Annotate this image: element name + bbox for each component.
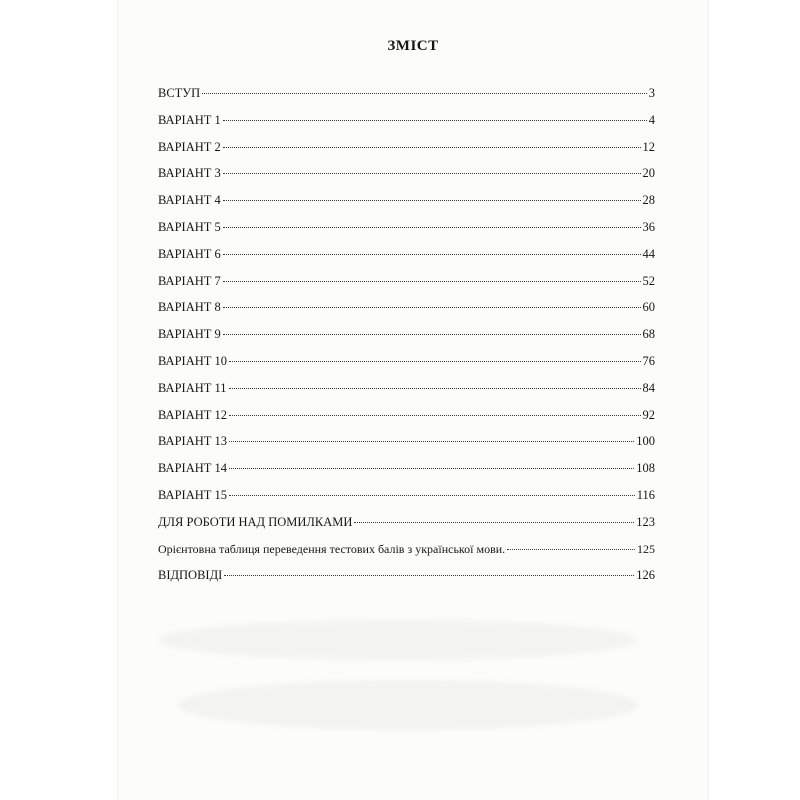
toc-dot-leader (507, 549, 635, 550)
page-title: ЗМІСТ (387, 38, 439, 54)
toc-dot-leader (229, 388, 641, 389)
toc-entry (158, 482, 655, 509)
toc-entry-label: ВАРІАНТ 4 (158, 193, 221, 208)
toc-entry-label: ДЛЯ РОБОТИ НАД ПОМИЛКАМИ (158, 514, 353, 529)
toc-dot-leader (354, 522, 634, 523)
toc-entry-page: 108 (636, 461, 655, 476)
toc-entry (158, 241, 655, 268)
toc-entry-page: 76 (642, 353, 655, 368)
toc-entry (158, 187, 655, 214)
toc-entry (158, 428, 655, 455)
toc-entry-label: ВАРІАНТ 13 (158, 434, 228, 449)
toc-entry-label: ВАРІАНТ 15 (158, 487, 228, 502)
toc-entry-label: Орієнтовна таблиця переведення тестових балів з української мови. (158, 541, 506, 556)
toc-entry (158, 268, 655, 295)
toc-entry-page: 123 (636, 514, 655, 529)
toc-dot-leader (229, 495, 635, 496)
toc-dot-leader (229, 361, 640, 362)
toc-entry (158, 134, 655, 161)
paper-smudge (178, 680, 638, 730)
toc-entry-page: 126 (636, 568, 655, 583)
toc-dot-leader (223, 227, 641, 228)
toc-entry-label: ВАРІАНТ 11 (158, 380, 227, 395)
toc-entry (158, 509, 655, 536)
toc-entry-page: 68 (642, 327, 655, 342)
toc-entry-label: ВІДПОВІДІ (158, 568, 223, 583)
toc-entry-label: ВАРІАНТ 3 (158, 166, 221, 181)
toc-entry-page: 28 (642, 193, 655, 208)
toc-entry-label: ВАРІАНТ 1 (158, 112, 221, 127)
toc-entry-page: 116 (636, 487, 655, 502)
toc-entry-label: ВАРІАНТ 12 (158, 407, 228, 422)
toc-dot-leader (223, 281, 641, 282)
toc-entry (158, 536, 655, 563)
toc-entry-page: 3 (648, 86, 655, 100)
toc-dot-leader (223, 254, 641, 255)
toc-entry-page: 52 (642, 273, 655, 288)
toc-dot-leader (223, 173, 641, 174)
document-page (118, 0, 708, 800)
toc-entry (158, 107, 655, 134)
toc-entry-page: 4 (648, 112, 655, 127)
toc-entry-label: ВАРІАНТ 6 (158, 246, 221, 261)
toc-entry (158, 455, 655, 482)
toc-entry-page: 125 (637, 541, 655, 556)
toc-entry (158, 402, 655, 429)
toc-dot-leader (229, 415, 640, 416)
toc-dot-leader (224, 575, 634, 576)
toc-dot-leader (229, 441, 634, 442)
toc-entry (158, 294, 655, 321)
toc-dot-leader (223, 120, 647, 121)
toc-entry (158, 80, 655, 107)
toc-entry-label: ВАРІАНТ 8 (158, 300, 221, 315)
toc-entry-page: 36 (642, 219, 655, 234)
toc-dot-leader (202, 93, 647, 94)
toc-entry (158, 321, 655, 348)
toc-entry-label: ВАРІАНТ 10 (158, 353, 228, 368)
toc-entry-label: ВАРІАНТ 9 (158, 327, 221, 342)
toc-dot-leader (223, 334, 641, 335)
toc-entry (158, 562, 655, 589)
toc-entry (158, 348, 655, 375)
toc-entry-label: ВАРІАНТ 14 (158, 461, 228, 476)
toc-entry (158, 160, 655, 187)
toc-entry-page: 84 (642, 380, 655, 395)
toc-entry-page: 12 (642, 139, 655, 154)
toc-entry-label: ВАРІАНТ 2 (158, 139, 221, 154)
toc-entry-page: 60 (642, 300, 655, 315)
toc-entry-page: 20 (642, 166, 655, 181)
toc-entry-page: 92 (642, 407, 655, 422)
toc-entry (158, 375, 655, 402)
toc-entry-label: ВАРІАНТ 5 (158, 219, 221, 234)
paper-smudge (158, 620, 638, 660)
toc-dot-leader (223, 147, 641, 148)
toc-entry (158, 214, 655, 241)
table-of-contents (158, 80, 655, 589)
toc-entry-page: 44 (642, 246, 655, 261)
toc-dot-leader (223, 200, 641, 201)
toc-entry-page: 100 (636, 434, 655, 449)
toc-entry-label: ВАРІАНТ 7 (158, 273, 221, 288)
toc-dot-leader (229, 468, 634, 469)
toc-dot-leader (223, 307, 641, 308)
toc-entry-label: ВСТУП (158, 86, 201, 100)
